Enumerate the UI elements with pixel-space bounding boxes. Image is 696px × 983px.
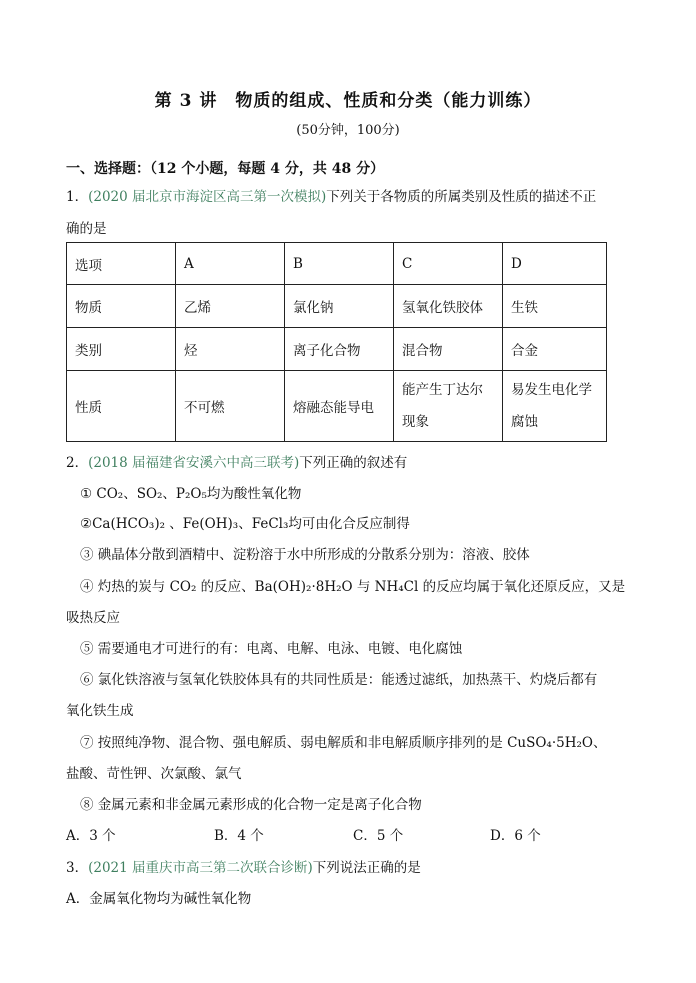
statement-item: ④ 灼热的炭与 CO₂ 的反应、Ba(OH)₂·8H₂O 与 NH₄Cl 的反应均属于氧化还原反应，又是 xyxy=(80,579,626,595)
table-cell xyxy=(503,371,607,442)
choice-a[interactable]: A．3 个 xyxy=(66,828,116,844)
q3-source: (2021 届重庆市高三第二次联合诊断) xyxy=(88,860,313,876)
table-cell: 生铁 xyxy=(503,285,607,328)
cell-line: 能产生丁达尔 xyxy=(402,382,483,398)
table-cell xyxy=(394,371,503,442)
table-cell: 乙烯 xyxy=(176,285,285,328)
statement-item: ⑦ 按照纯净物、混合物、强电解质、弱电解质和非电解质顺序排列的是 CuSO₄·5H₂O、 xyxy=(80,735,607,751)
q1-text: 下列关于各物质的所属类别及性质的描述不正 xyxy=(326,189,597,205)
statement-item: ②Ca(HCO₃)₂ 、Fe(OH)₃、FeCl₃均可由化合反应制得 xyxy=(80,516,410,532)
q3-line xyxy=(66,856,421,876)
cell-line: 现象 xyxy=(402,414,429,430)
table-cell: 性质 xyxy=(67,371,176,442)
q2-text: 下列正确的叙述有 xyxy=(299,455,408,471)
table-header-row xyxy=(67,243,607,285)
cell-line: 腐蚀 xyxy=(511,414,538,430)
table-cell: 熔融态能导电 xyxy=(285,371,394,442)
table-row xyxy=(67,371,607,442)
table-row xyxy=(67,285,607,328)
q1-line xyxy=(66,185,596,205)
q1-options-table xyxy=(66,242,607,442)
cell-line: 易发生电化学 xyxy=(511,382,592,398)
table-cell: 离子化合物 xyxy=(285,328,394,371)
q1-number: 1． xyxy=(66,189,89,205)
q1-text-continued: 确的是 xyxy=(66,221,107,237)
q1-source: (2020 届北京市海淀区高三第一次模拟) xyxy=(88,189,327,205)
statement-item-continued: 盐酸、苛性钾、次氯酸、氯气 xyxy=(66,766,242,782)
statement-item: ⑤ 需要通电才可进行的有：电离、电解、电泳、电镀、电化腐蚀 xyxy=(80,641,463,657)
statement-item-continued: 吸热反应 xyxy=(66,610,120,626)
q2-source: (2018 届福建省安溪六中高三联考) xyxy=(88,455,300,471)
statement-item-continued: 氧化铁生成 xyxy=(66,703,134,719)
choice-b[interactable]: B．4 个 xyxy=(214,828,264,844)
table-cell: 混合物 xyxy=(394,328,503,371)
table-cell: C xyxy=(394,243,503,285)
table-cell: 选项 xyxy=(67,243,176,285)
q3-text: 下列说法正确的是 xyxy=(312,860,421,876)
statement-item: ① CO₂、SO₂、P₂O₅均为酸性氧化物 xyxy=(80,486,302,502)
choice-d[interactable]: D．6 个 xyxy=(490,828,541,844)
statement-item: ③ 碘晶体分散到酒精中、淀粉溶于水中所形成的分散系分别为：溶液、胶体 xyxy=(80,547,530,563)
table-cell: 氢氧化铁胶体 xyxy=(394,285,503,328)
table-cell: D xyxy=(503,243,607,285)
table-cell: 烃 xyxy=(176,328,285,371)
table-cell: 不可燃 xyxy=(176,371,285,442)
section-heading: 一、选择题：（12 个小题，每题 4 分，共 48 分） xyxy=(66,161,385,177)
table-cell: 类别 xyxy=(67,328,176,371)
statement-item: ⑥ 氯化铁溶液与氢氧化铁胶体具有的共同性质是：能透过滤纸，加热蒸干、灼烧后都有 xyxy=(80,672,598,688)
table-cell: 物质 xyxy=(67,285,176,328)
q2-number: 2． xyxy=(66,455,89,471)
table-cell: A xyxy=(176,243,285,285)
page-subtitle: (50分钟，100分) xyxy=(296,123,400,138)
table-row xyxy=(67,328,607,371)
statement-item: ⑧ 金属元素和非金属元素形成的化合物一定是离子化合物 xyxy=(80,797,422,813)
q3-number: 3． xyxy=(66,860,89,876)
q3-option-a[interactable]: A．金属氧化物均为碱性氧化物 xyxy=(66,891,252,907)
table-cell: 合金 xyxy=(503,328,607,371)
table-cell: B xyxy=(285,243,394,285)
page-title: 第 3 讲 物质的组成、性质和分类（能力训练） xyxy=(154,91,542,111)
q2-line xyxy=(66,451,407,471)
choice-c[interactable]: C．5 个 xyxy=(353,828,404,844)
table-cell: 氯化钠 xyxy=(285,285,394,328)
